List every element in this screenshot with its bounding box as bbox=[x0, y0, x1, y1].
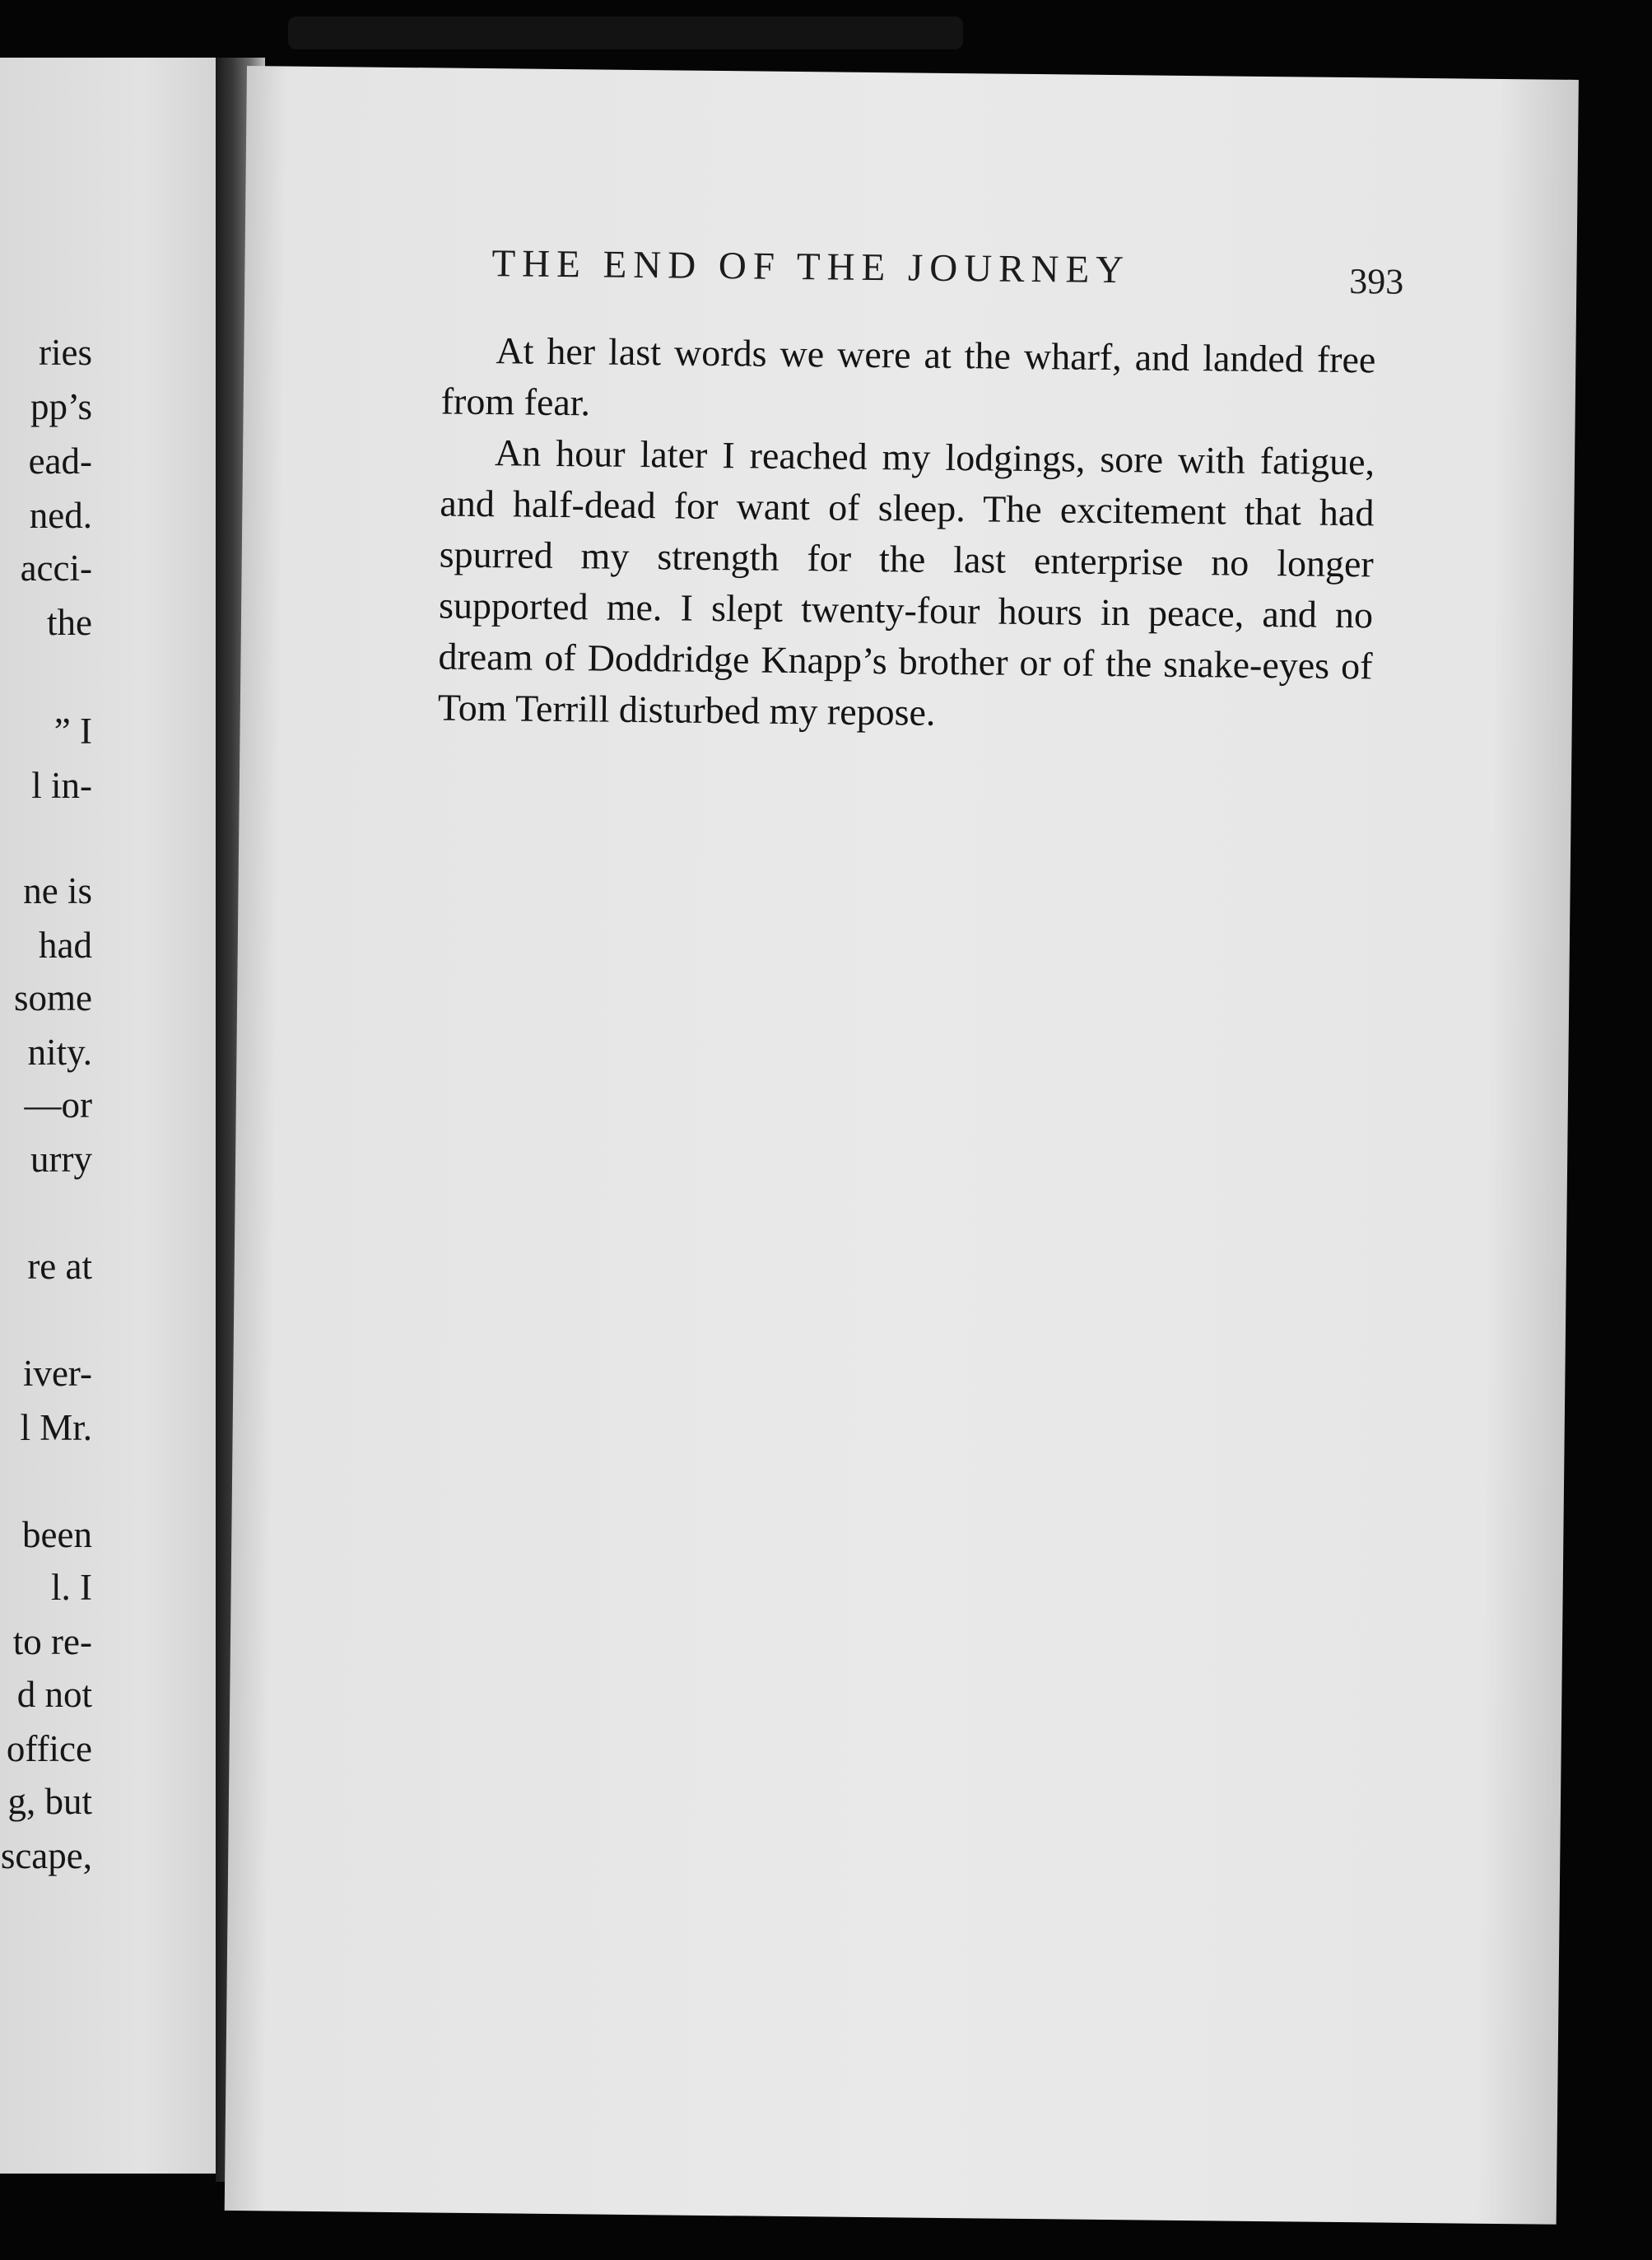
previous-page-line: ead- bbox=[28, 440, 92, 482]
previous-page-line: ” I bbox=[54, 711, 92, 752]
previous-page-line: the bbox=[47, 602, 92, 643]
previous-page-line: urry bbox=[30, 1139, 92, 1180]
scan-top-border bbox=[0, 0, 1652, 62]
previous-page-line: ne is bbox=[23, 870, 92, 911]
previous-page bbox=[0, 58, 239, 2174]
previous-page-line: re at bbox=[27, 1246, 92, 1287]
running-head: THE END OF THE JOURNEY bbox=[491, 242, 1131, 292]
previous-page-line: been bbox=[22, 1514, 92, 1555]
paragraph: At her last words we were at the wharf, and landed free from fear. bbox=[440, 329, 1376, 424]
previous-page-line: l Mr. bbox=[20, 1407, 92, 1448]
previous-page-line: scape, bbox=[0, 1835, 92, 1876]
previous-page-line: l in- bbox=[31, 765, 92, 806]
previous-page-line: ned. bbox=[29, 495, 92, 536]
previous-page-line: office bbox=[6, 1728, 92, 1769]
previous-page-line: nity. bbox=[27, 1032, 92, 1073]
previous-page-line: acci- bbox=[20, 548, 92, 589]
page-number: 393 bbox=[1349, 261, 1404, 302]
previous-page-line: pp’s bbox=[30, 386, 92, 427]
paragraph: An hour later I reached my lodgings, sore with fatigue, and half-dead for want of sleep. The excitement that had spurred my strength for the last enterprise no longer supported me. I slept twenty-four hours in peace, and no dream of Doddridge Knapp’s brother or of the snake-eyes of Tom Terrill disturbed my repose. bbox=[437, 431, 1375, 734]
current-page bbox=[225, 66, 1579, 2225]
scan-smudge bbox=[288, 16, 963, 49]
previous-page-line: —or bbox=[24, 1084, 92, 1125]
previous-page-line: g, but bbox=[7, 1781, 92, 1822]
previous-page-line: some bbox=[14, 977, 92, 1018]
previous-page-line: l. I bbox=[51, 1567, 92, 1608]
previous-page-line: ries bbox=[39, 332, 92, 373]
previous-page-line: had bbox=[39, 925, 92, 966]
previous-page-line: to re- bbox=[12, 1621, 92, 1662]
previous-page-line: iver- bbox=[22, 1353, 92, 1394]
page-body bbox=[438, 324, 1376, 743]
previous-page-line: d not bbox=[16, 1674, 92, 1715]
